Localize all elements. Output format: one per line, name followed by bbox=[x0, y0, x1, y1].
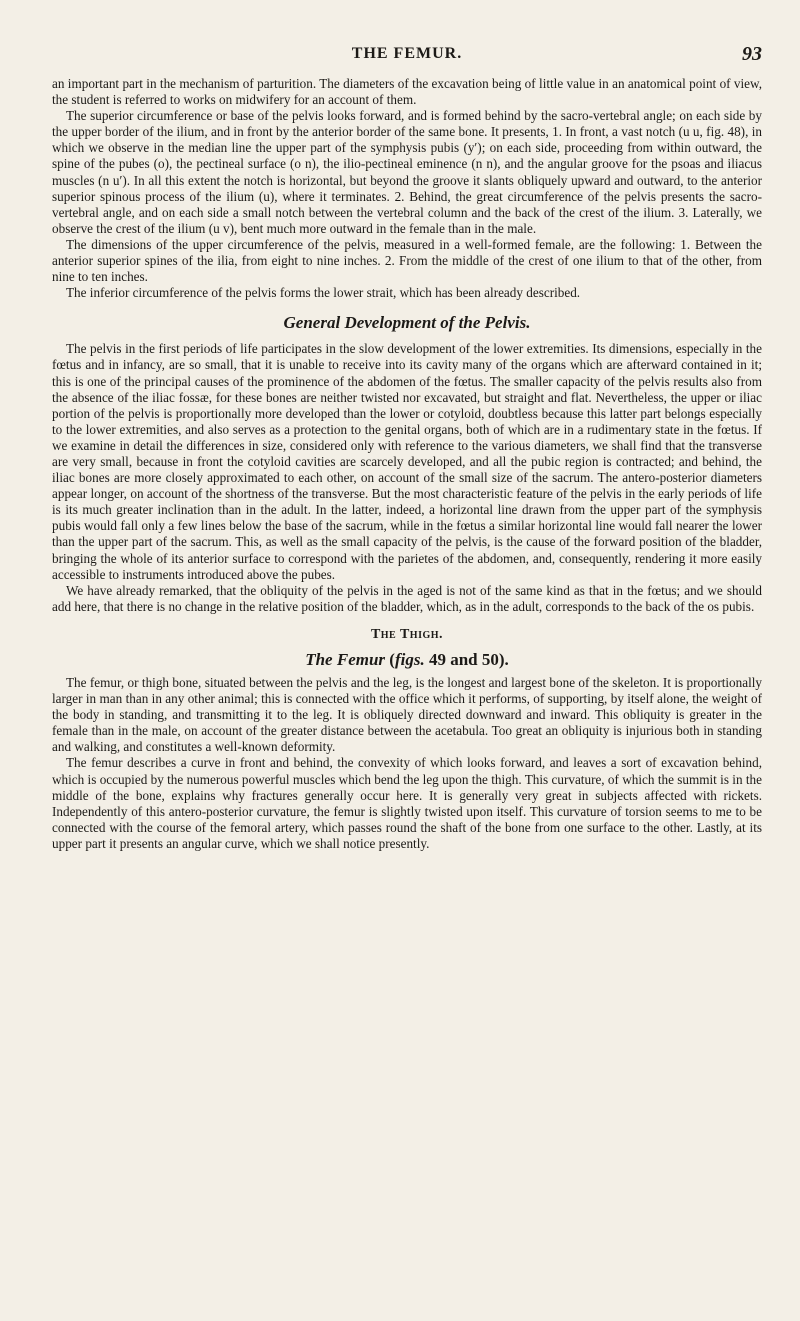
femur-heading-title: The Femur bbox=[305, 650, 386, 669]
page-number: 93 bbox=[742, 43, 762, 65]
paragraph-femur-1: The femur, or thigh bone, situated between the pelvis and the leg, is the longest and largest bone of the skeleton. It is proportionally larger in man than in any other animal; this is connected with the office which it performs, of supporting, by itself alone, the weight of the body in standing, and transmitting it to the leg. It is obliquely directed downward and inward. This obliquity is greater in the female than in the male, on account of the greater distance between the acetabula. Too great an obliquity is injurious both in standing and walking, and constitutes a well-known deformity. bbox=[52, 675, 762, 755]
paragraph-development-1: The pelvis in the first periods of life participates in the slow development of the lower extremities. Its dimensions, especially in the fœtus and in infancy, are so small, that it is unable to receive into its cavity many of the organs which are afterward contained in it; this is one of the principal causes of the prominence of the abdomen of the fœtus. The smaller capacity of the pelvis results also from the absence of the iliac fossæ, for these bones are neither twisted nor excavated, but straight and flat. Nevertheless, the upper or iliac portion of the pelvis is proportionally more developed than the lower or cotyloid, doubtless because this latter part belongs especially to the lower extremities, and also serves as a protection to the genital organs, both of which are in a rudimentary state in the fœtus. If we examine in detail the differences in size, considered only with reference to the various diameters, we shall find that the transverse are very small, because in front the cotyloid cavities are scarcely developed, and all the pubic region is contracted; and behind, the iliac bones are more closely approximated to each other, on account of the small size of the sacrum. The antero-posterior diameters appear longer, on account of the shortness of the transverse. But the most characteristic feature of the pelvis in the early periods of life is its much greater inclination than in the adult. In the latter, indeed, a horizontal line drawn from the upper part of the symphysis pubis would fall only a few lines below the base of the sacrum, while in the fœtus a similar horizontal line would fall nearer the lower than the upper part of the sacrum. This, as well as the small capacity of the pelvis, is the cause of the forward position of the bladder, bringing the whole of its anterior surface to correspond with the parietes of the abdomen, and, consequently, rendering it more easily accessible to instruments introduced above the pubes. bbox=[52, 341, 762, 582]
section-heading-development: General Development of the Pelvis. bbox=[283, 313, 531, 333]
paragraph-development-2: We have already remarked, that the obliquity of the pelvis in the aged is not of the same kind as that in the fœtus; and we should add here, that there is no change in the relative position of the bladder, which, as in the adult, corresponds to the back of the os pubis. bbox=[52, 582, 762, 614]
paragraph-dimensions: The dimensions of the upper circumference of the pelvis, measured in a well-formed female, are the following: 1. Between the anterior superior spines of the ilia, from eight to nine inches. 2. From the middle of the crest of one ilium to that of the other, from nine to ten inches. bbox=[52, 236, 762, 285]
paragraph-inferior-circumference: The inferior circumference of the pelvis forms the lower strait, which has been already described. bbox=[66, 285, 581, 301]
paragraph-femur-2: The femur describes a curve in front and behind, the convexity of which looks forward, and leaves a sort of excavation behind, which is occupied by the numerous powerful muscles which bend the leg upon the thigh. This curvature, of which the summit is in the middle of the bone, explains why fractures generally occur here. It is generally very great in subjects affected with rickets. Independently of this antero-posterior curvature, the femur is slightly twisted upon itself. This curvature of torsion seems to me to be connected with the course of the femoral artery, which passes round the shaft of the bone from one surface to the other. Lastly, at its upper part it presents an angular curve, which we shall notice presently. bbox=[52, 755, 762, 851]
femur-heading-figs: figs. bbox=[394, 650, 425, 669]
femur-heading-paren: ( bbox=[385, 650, 395, 669]
section-heading-thigh: The Thigh. bbox=[370, 626, 444, 642]
running-title: THE FEMUR. bbox=[351, 45, 463, 62]
section-heading-femur bbox=[52, 649, 762, 671]
running-header bbox=[52, 40, 762, 68]
paragraph-intro-1: an important part in the mechanism of parturition. The diameters of the excavation being of little value in an anatomical point of view, the student is referred to works on midwifery for an account of them. bbox=[52, 76, 762, 108]
femur-heading-figure-numbers: 49 and 50). bbox=[424, 650, 509, 669]
body-text bbox=[52, 76, 762, 852]
paragraph-superior-circumference: The superior circumference or base of the pelvis looks forward, and is formed behind by the sacro-vertebral angle; on each side by the upper border of the ilium, and in front by the anterior border of the same bone. It presents, 1. In front, a vast notch (u u, fig. 48), in which we observe in the median line the upper part of the symphysis pubis (y′); on each side, proceeding from within outward, the spine of the pubes (o), the pectineal surface (o n), the ilio-pectineal eminence (n n), and the angular groove for the psoas and iliacus muscles (n u′). In all this extent the notch is horizontal, but beyond the groove it slants obliquely upward and outward, to the anterior superior spinous process of the ilium (u), where it terminates. 2. Behind, the great circumference of the pelvis presents the sacro-vertebral angle, and on each side a small notch between the vertebral column and the back of the crest of the ilium. 3. Laterally, we observe the crest of the ilium (u v), bent much more outward in the female than in the male. bbox=[52, 108, 762, 236]
